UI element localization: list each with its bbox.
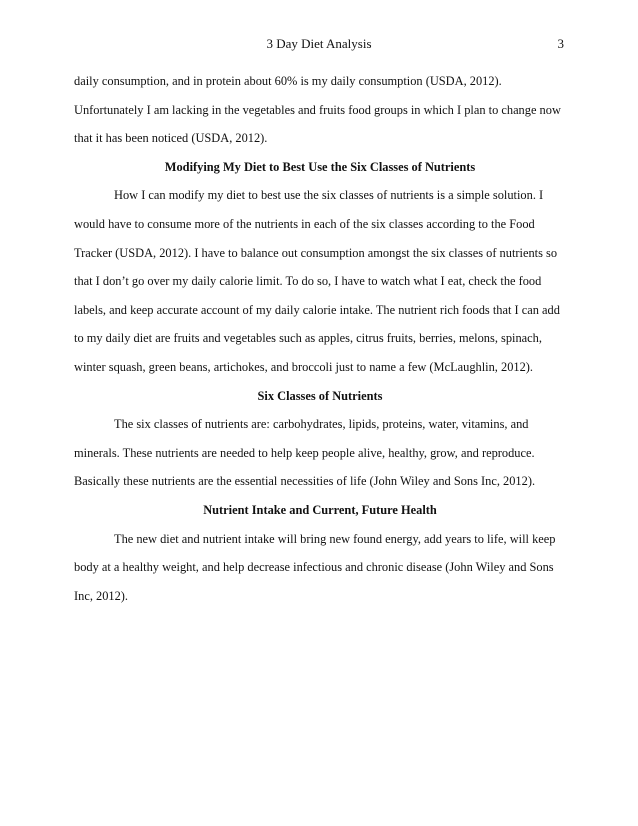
- text-line: body at a healthy weight, and help decrease infectious and chronic disease (John Wiley and Sons: [74, 560, 554, 575]
- page-number: 3: [557, 36, 564, 51]
- section-heading-nutrient-intake: Nutrient Intake and Current, Future Health: [203, 502, 437, 517]
- text-line: The six classes of nutrients are: carbohydrates, lipids, proteins, water, vitamins, and: [114, 417, 529, 432]
- running-head-title: 3 Day Diet Analysis: [266, 36, 372, 51]
- text-line: The new diet and nutrient intake will bring new found energy, add years to life, will keep: [114, 531, 556, 546]
- text-line: minerals. These nutrients are needed to help keep people alive, healthy, grow, and reproduce.: [74, 445, 535, 460]
- text-line: daily consumption, and in protein about 60% is my daily consumption (USDA, 2012).: [74, 74, 502, 88]
- running-head: [0, 36, 638, 54]
- section-heading-six-classes: Six Classes of Nutrients: [257, 388, 383, 403]
- text-line: Inc, 2012).: [74, 588, 129, 603]
- section-heading-modifying-diet: Modifying My Diet to Best Use the Six Classes of Nutrients: [164, 159, 476, 174]
- text-line: that it has been noticed (USDA, 2012).: [74, 131, 268, 146]
- text-line: would have to consume more of the nutrients in each of the six classes according to the Food: [74, 216, 535, 231]
- text-line: winter squash, green beans, artichokes, and broccoli just to name a few (McLaughlin, 2012).: [74, 359, 534, 374]
- text-line: Basically these nutrients are the essential necessities of life (John Wiley and Sons Inc, 2012).: [74, 474, 536, 489]
- text-line: labels, and keep accurate account of my daily calorie intake. The nutrient rich foods that I can add: [74, 302, 560, 317]
- text-line: Tracker (USDA, 2012). I have to balance out consumption amongst the six classes of nutrients so: [74, 245, 558, 260]
- text-line: to my daily diet are fruits and vegetables such as apples, citrus fruits, berries, melons, spinach,: [74, 331, 542, 346]
- text-line: that I don’t go over my daily calorie limit. To do so, I have to watch what I eat, check the food: [74, 274, 542, 289]
- document-body: [74, 67, 566, 610]
- text-line: Unfortunately I am lacking in the vegetables and fruits food groups in which I plan to change now: [74, 102, 561, 117]
- text-line: How I can modify my diet to best use the six classes of nutrients is a simple solution. I: [114, 188, 544, 203]
